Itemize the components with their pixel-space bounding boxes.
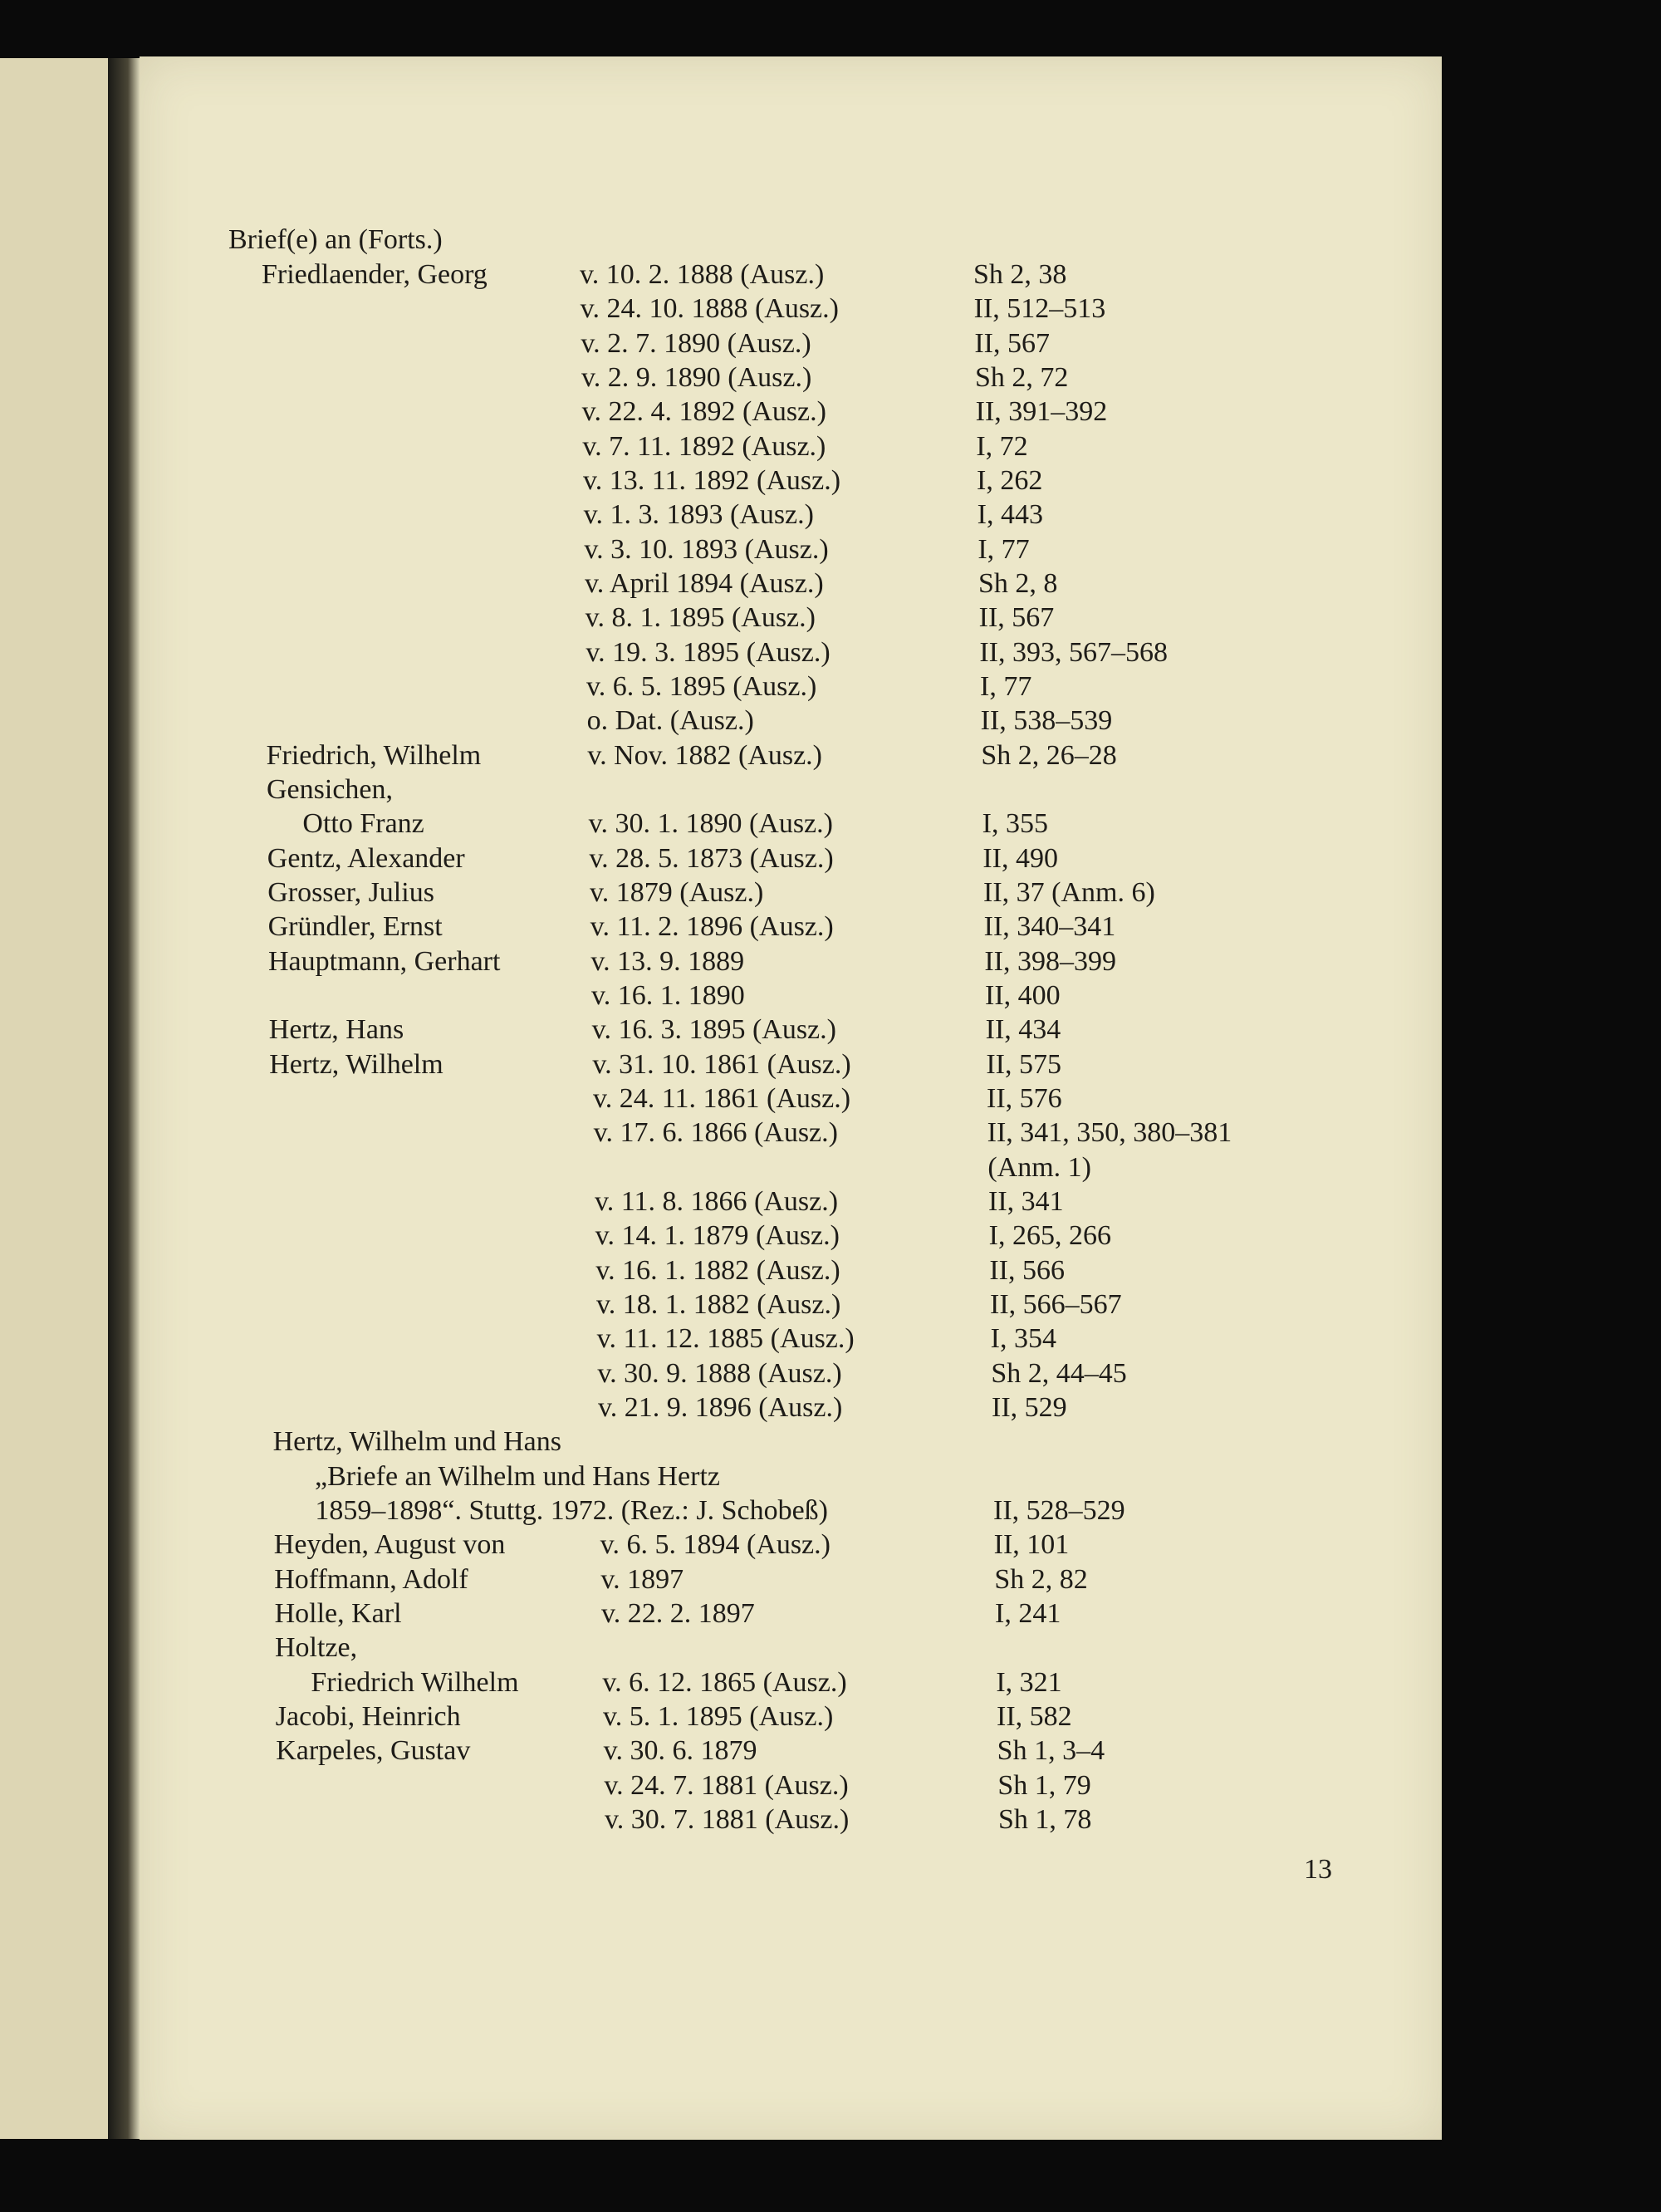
index-row <box>0 669 1661 704</box>
letter-date: v. 30. 6. 1879 <box>603 1735 757 1767</box>
volume-reference: I, 265, 266 <box>988 1220 1111 1252</box>
volume-reference: II, 566 <box>989 1254 1065 1286</box>
volume-reference: Sh 2, 72 <box>975 362 1069 393</box>
correspondent-name: Friedrich Wilhelm <box>311 1666 519 1698</box>
index-row <box>0 1459 1661 1494</box>
index-row <box>0 429 1661 464</box>
volume-reference: II, 37 (Anm. 6) <box>983 877 1155 908</box>
volume-reference: I, 77 <box>980 671 1032 702</box>
correspondent-name: 1859–1898“. Stuttg. 1972. (Rez.: J. Schobeß) <box>315 1495 829 1526</box>
letter-date: v. 10. 2. 1888 (Ausz.) <box>580 259 825 290</box>
letter-date: v. 31. 10. 1861 (Ausz.) <box>592 1048 851 1080</box>
correspondent-name: Hertz, Hans <box>268 1014 404 1046</box>
letter-date: v. 30. 1. 1890 (Ausz.) <box>588 808 833 840</box>
index-row <box>0 875 1661 910</box>
index-row <box>0 807 1661 841</box>
volume-reference: II, 575 <box>986 1048 1061 1080</box>
correspondent-name: Karpeles, Gustav <box>276 1735 471 1767</box>
volume-reference: II, 538–539 <box>980 705 1113 737</box>
correspondent-name: Jacobi, Heinrich <box>275 1701 461 1732</box>
index-row <box>0 635 1661 670</box>
index-row <box>0 292 1661 326</box>
volume-reference: Sh 1, 78 <box>998 1804 1092 1835</box>
letter-date: v. 13. 9. 1889 <box>590 945 745 977</box>
volume-reference: Sh 1, 79 <box>997 1769 1091 1801</box>
index-row <box>0 1562 1661 1597</box>
letter-date: v. 13. 11. 1892 (Ausz.) <box>583 465 841 496</box>
letter-date: v. 6. 5. 1894 (Ausz.) <box>600 1529 830 1561</box>
letter-date: v. 3. 10. 1893 (Ausz.) <box>584 533 829 565</box>
index-row <box>0 944 1661 979</box>
letter-date: v. 5. 1. 1895 (Ausz.) <box>603 1701 834 1732</box>
correspondent-name: Otto Franz <box>302 808 424 840</box>
letter-date: v. 30. 9. 1888 (Ausz.) <box>597 1357 842 1389</box>
correspondent-name: Hertz, Wilhelm <box>269 1048 443 1080</box>
index-row <box>0 1253 1661 1288</box>
index-row <box>0 1322 1661 1356</box>
volume-reference: Sh 1, 3–4 <box>997 1735 1105 1767</box>
letter-date: v. 16. 1. 1882 (Ausz.) <box>595 1254 840 1286</box>
letter-date: v. 21. 9. 1896 (Ausz.) <box>598 1392 843 1423</box>
letter-date: o. Dat. (Ausz.) <box>586 705 754 737</box>
letter-date: v. 16. 1. 1890 <box>591 980 745 1011</box>
volume-reference: II, 582 <box>997 1701 1072 1732</box>
index-row <box>0 1287 1661 1322</box>
volume-reference: I, 241 <box>995 1598 1061 1629</box>
index-row <box>0 1219 1661 1253</box>
letter-date: v. 7. 11. 1892 (Ausz.) <box>582 430 826 462</box>
correspondent-name: Gründler, Ernst <box>267 911 443 943</box>
volume-reference: II, 340–341 <box>983 911 1116 943</box>
letter-date: v. 1897 <box>600 1563 684 1595</box>
index-row <box>0 772 1661 807</box>
index-row <box>0 1390 1661 1425</box>
volume-reference: II, 341, 350, 380–381 <box>987 1117 1232 1149</box>
volume-reference: II, 528–529 <box>993 1495 1125 1526</box>
volume-reference: Sh 2, 8 <box>978 568 1058 599</box>
index-row <box>0 1596 1661 1631</box>
index-row <box>0 395 1661 429</box>
index-row <box>0 1768 1661 1803</box>
letter-date: v. 22. 2. 1897 <box>601 1598 755 1629</box>
volume-reference: II, 341 <box>988 1186 1064 1217</box>
index-row <box>0 601 1661 635</box>
index-row <box>0 1425 1661 1459</box>
correspondent-name: Hoffmann, Adolf <box>274 1563 468 1595</box>
index-row <box>0 1528 1661 1562</box>
index-row <box>0 1493 1661 1528</box>
volume-reference: II, 398–399 <box>984 945 1116 977</box>
letter-date: v. 2. 9. 1890 (Ausz.) <box>581 362 812 393</box>
volume-reference: II, 567 <box>978 602 1055 634</box>
volume-reference: II, 567 <box>974 327 1050 359</box>
index-row <box>0 978 1661 1013</box>
index-row <box>0 498 1661 532</box>
index-row <box>0 910 1661 944</box>
section-header: Brief(e) an (Forts.) <box>228 224 443 255</box>
index-row <box>0 1631 1661 1665</box>
letter-date: v. 24. 10. 1888 (Ausz.) <box>580 293 839 325</box>
index-row <box>0 704 1661 738</box>
index-row <box>0 1665 1661 1700</box>
letter-date: v. 17. 6. 1866 (Ausz.) <box>593 1117 838 1149</box>
volume-reference: (Anm. 1) <box>987 1151 1091 1183</box>
index-row <box>0 1184 1661 1219</box>
volume-reference: II, 391–392 <box>975 396 1108 428</box>
index-row <box>0 841 1661 876</box>
index-row <box>0 463 1661 498</box>
correspondent-name: Friedlaender, Georg <box>262 259 488 290</box>
volume-reference: Sh 2, 44–45 <box>991 1357 1127 1389</box>
volume-reference: I, 355 <box>982 808 1048 840</box>
letter-date: v. 1879 (Ausz.) <box>590 877 764 908</box>
volume-reference: II, 490 <box>982 842 1058 874</box>
index-row <box>0 1013 1661 1047</box>
letter-date: v. April 1894 (Ausz.) <box>585 568 824 599</box>
index-row <box>0 1734 1661 1768</box>
index-row <box>0 326 1661 361</box>
page-number: 13 <box>1304 1854 1332 1885</box>
letter-date: v. 28. 5. 1873 (Ausz.) <box>589 842 834 874</box>
letter-date: v. 24. 7. 1881 (Ausz.) <box>604 1769 849 1801</box>
letter-date: v. 11. 12. 1885 (Ausz.) <box>596 1323 855 1355</box>
index-row <box>0 566 1661 601</box>
volume-reference: II, 101 <box>993 1529 1070 1561</box>
correspondent-name: Gensichen, <box>267 774 394 805</box>
volume-reference: II, 576 <box>987 1083 1062 1114</box>
letter-date: v. 2. 7. 1890 (Ausz.) <box>581 327 811 359</box>
index-row <box>0 257 1661 292</box>
letter-date: v. 19. 3. 1895 (Ausz.) <box>586 636 830 668</box>
letter-date: v. 11. 2. 1896 (Ausz.) <box>590 911 834 943</box>
letter-date: v. 6. 12. 1865 (Ausz.) <box>602 1666 847 1698</box>
index-row <box>0 360 1661 395</box>
letter-date: v. 8. 1. 1895 (Ausz.) <box>585 602 816 634</box>
letter-date: v. 6. 5. 1895 (Ausz.) <box>586 671 817 702</box>
volume-reference: Sh 2, 26–28 <box>981 739 1117 771</box>
index-row <box>0 1116 1661 1150</box>
volume-reference: I, 321 <box>996 1666 1062 1698</box>
volume-reference: I, 77 <box>977 533 1030 565</box>
correspondent-name: Grosser, Julius <box>267 877 434 908</box>
correspondent-name: Friedrich, Wilhelm <box>266 739 482 771</box>
correspondent-name: Gentz, Alexander <box>267 842 465 874</box>
volume-reference: II, 400 <box>985 980 1061 1011</box>
correspondent-name: Hauptmann, Gerhart <box>268 945 501 977</box>
correspondent-name: Heyden, August von <box>273 1529 506 1561</box>
index-row <box>0 1150 1661 1185</box>
volume-reference: I, 72 <box>976 430 1028 462</box>
letter-date: v. Nov. 1882 (Ausz.) <box>587 739 822 771</box>
correspondent-name: „Briefe an Wilhelm und Hans Hertz <box>315 1460 721 1492</box>
letter-date: v. 11. 8. 1866 (Ausz.) <box>595 1186 839 1217</box>
letter-date: v. 30. 7. 1881 (Ausz.) <box>605 1804 850 1835</box>
volume-reference: Sh 2, 38 <box>973 259 1067 290</box>
index-row <box>0 532 1661 567</box>
index-row <box>0 1802 1661 1837</box>
letter-date: v. 16. 3. 1895 (Ausz.) <box>591 1014 836 1046</box>
index-row <box>0 1047 1661 1082</box>
correspondent-name: Holtze, <box>275 1632 358 1664</box>
index-row <box>0 738 1661 773</box>
volume-reference: I, 354 <box>990 1323 1056 1355</box>
letter-date: v. 24. 11. 1861 (Ausz.) <box>593 1083 851 1114</box>
letter-date: v. 22. 4. 1892 (Ausz.) <box>581 396 826 428</box>
correspondent-name: Holle, Karl <box>274 1598 402 1629</box>
index-row <box>0 1356 1661 1391</box>
index-row <box>0 1081 1661 1116</box>
volume-reference: II, 393, 567–568 <box>979 636 1168 668</box>
letter-date: v. 18. 1. 1882 (Ausz.) <box>596 1289 841 1320</box>
volume-reference: II, 529 <box>992 1392 1067 1423</box>
correspondent-name: Hertz, Wilhelm und Hans <box>272 1426 561 1458</box>
volume-reference: I, 262 <box>977 465 1043 496</box>
volume-reference: II, 434 <box>985 1014 1061 1046</box>
volume-reference: II, 512–513 <box>973 293 1106 325</box>
letter-date: v. 14. 1. 1879 (Ausz.) <box>595 1220 840 1252</box>
volume-reference: Sh 2, 82 <box>994 1563 1088 1595</box>
letter-date: v. 1. 3. 1893 (Ausz.) <box>583 499 814 531</box>
volume-reference: I, 443 <box>977 499 1043 531</box>
index-row <box>0 1699 1661 1734</box>
volume-reference: II, 566–567 <box>990 1289 1122 1320</box>
